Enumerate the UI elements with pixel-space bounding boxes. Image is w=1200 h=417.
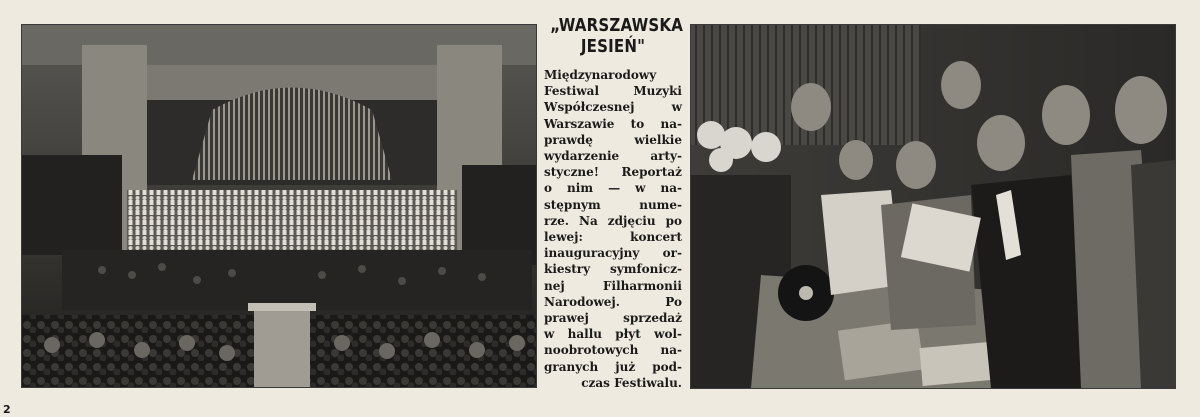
body-line: Międzynarodowy [544,68,657,82]
body-line: stępnym nume- [544,197,682,212]
record-sale-photo [691,25,1175,388]
body-line: w hallu płyt wol- [544,327,682,342]
article-headline [550,16,684,58]
body-line: prawej sprzedaż [544,311,682,326]
body-line: Festiwal Muzyki [544,84,682,99]
body-line: styczne! Reportaż [544,165,682,180]
body-line: inauguracyjny or- [544,246,682,261]
article-column [540,16,686,411]
headline-line-1: „WARSZAWSKA [550,16,684,36]
body-line: nej Filharmonii [544,278,682,293]
body-line: Narodowej. Po [544,294,682,309]
body-line: prawdę wielkie [544,132,682,147]
body-line: czas Festiwalu. [581,375,682,390]
body-line: Współczesnej w [544,100,682,115]
page-number: 2 [3,403,11,416]
body-line: kiestry symfonicz- [544,262,682,277]
body-line: rze. Na zdjęciu po [544,213,682,228]
concert-hall-photo [22,25,536,387]
body-line: noobrotowych na- [544,343,682,358]
body-line: granych już pod- [544,359,682,374]
body-line: Warszawie to na- [544,116,682,131]
body-line: lewej: koncert [544,230,682,245]
body-line: o nim — w na- [544,181,682,196]
headline-line-2: JESIEŃ" [580,37,646,57]
article-body [540,67,686,391]
body-line: wydarzenie arty- [544,149,682,164]
